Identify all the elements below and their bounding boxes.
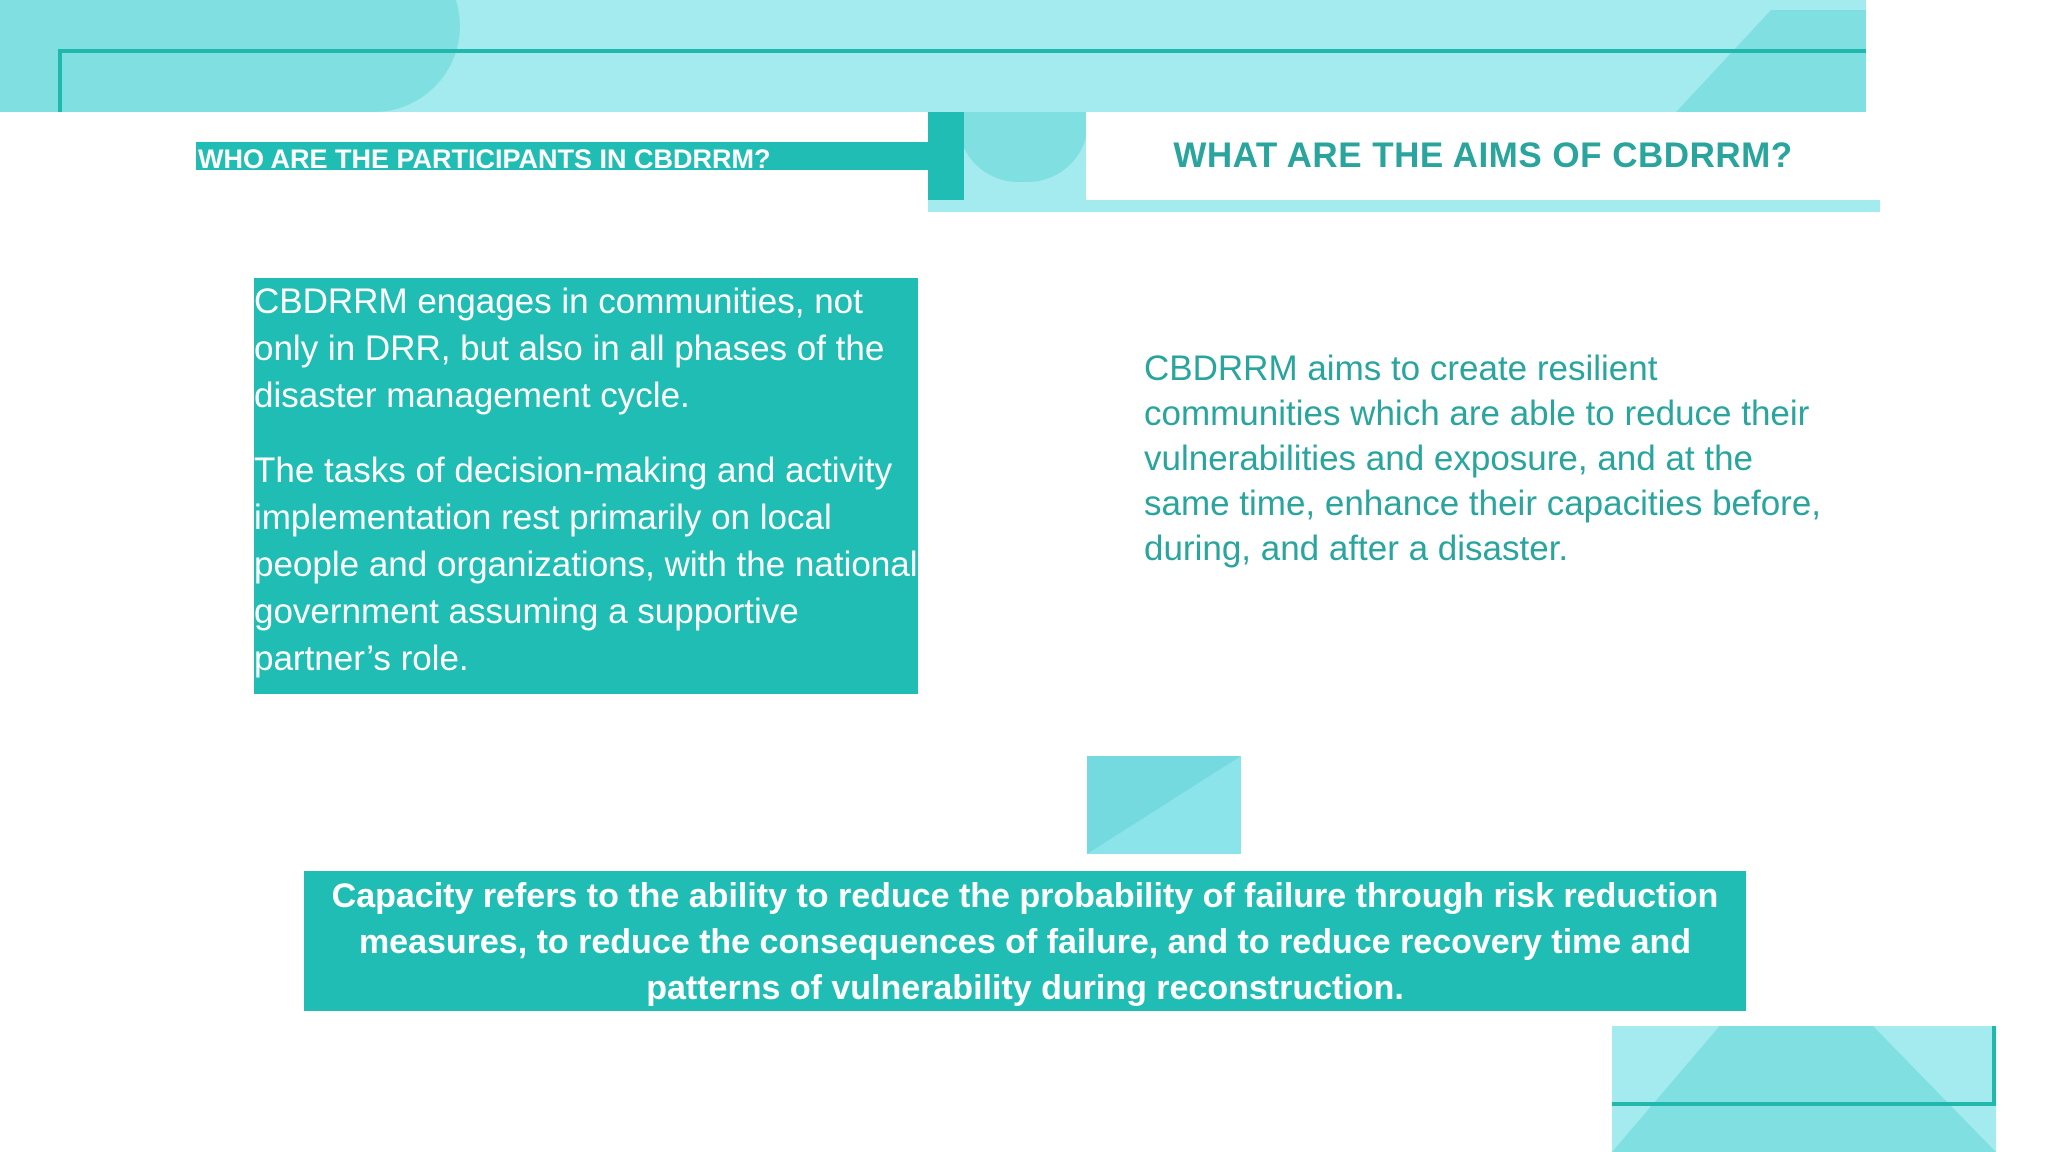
band-round-shape bbox=[958, 112, 1088, 182]
top-decorative-banner bbox=[0, 0, 1866, 112]
participants-paragraph-1: CBDRRM engages in communities, not only in DRR, but also in all phases of the disaster management cycle. bbox=[254, 282, 885, 415]
decoration-trapezoid-shape bbox=[1612, 1026, 1996, 1152]
bottom-right-decoration bbox=[1612, 1026, 1996, 1152]
participants-paragraph-2: The tasks of decision-making and activity implementation rest primarily on local people and organizations, with the national government assuming a supportive partner’s role. bbox=[254, 451, 918, 678]
participants-heading: WHO ARE THE PARTICIPANTS IN CBDRRM? bbox=[198, 144, 771, 174]
decoration-vertical-line bbox=[1992, 1026, 1996, 1106]
aims-text: CBDRRM aims to create resilient communities which are able to reduce their vulnerabilities and exposure, and at the same time, enhance their capacities before, during, and after a disaster. bbox=[1144, 349, 1822, 568]
right-title-box bbox=[1086, 112, 1880, 200]
banner-outline-frame bbox=[58, 49, 1866, 112]
square-triangle-shape bbox=[1087, 756, 1241, 854]
decoration-line bbox=[1612, 1102, 1992, 1106]
aims-heading: WHAT ARE THE AIMS OF CBDRRM? bbox=[1173, 136, 1793, 175]
center-decorative-square bbox=[1087, 756, 1241, 854]
capacity-definition-box: Capacity refers to the ability to reduce the probability of failure through risk reduction measures, to reduce the consequences of failure, and to reduce recovery time and patterns of vulnerability during reconstruction. bbox=[304, 871, 1746, 1011]
band-accent-stripe bbox=[928, 112, 964, 200]
participants-text-box bbox=[254, 278, 918, 694]
